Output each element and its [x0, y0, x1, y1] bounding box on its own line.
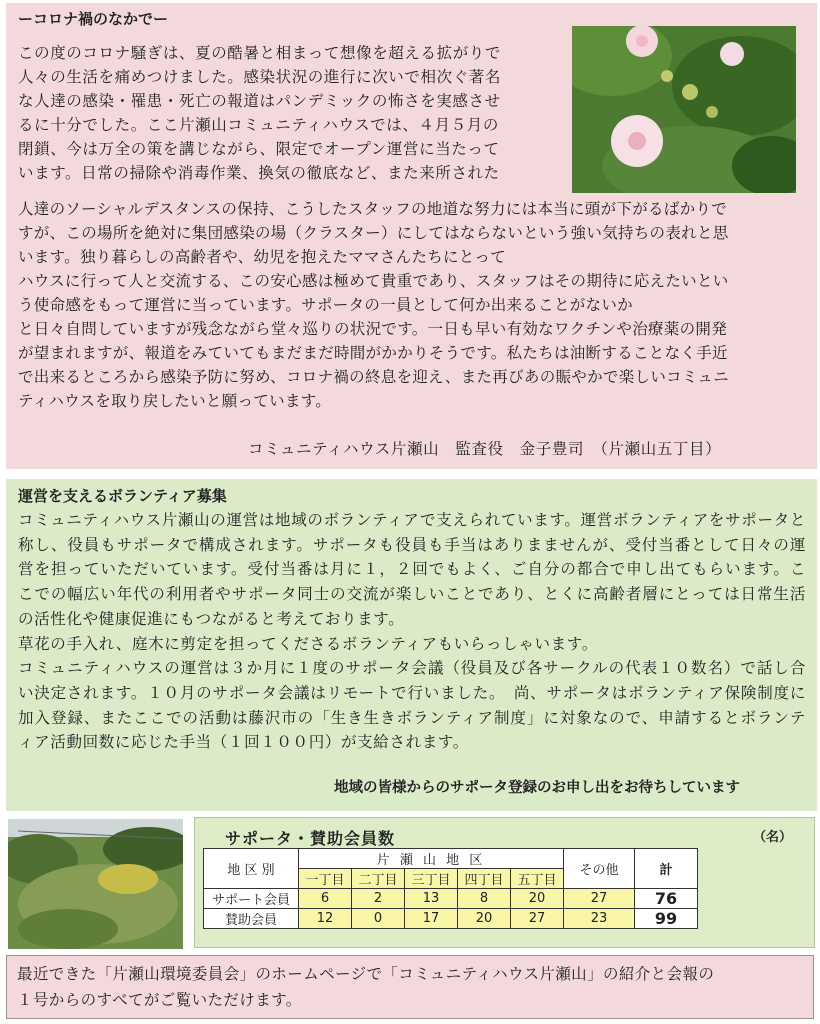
member-count-table [203, 848, 698, 929]
corona-narrow-text [18, 41, 501, 185]
other-header: その他 [564, 849, 635, 889]
volunteer-paragraph: コミュニティハウスの運営は３か月に１度のサポータ会議（役員及び各サークルの代表１０数名）で話し合い決定されます。１０月のサポータ会議はリモートで行いました。 尚、サポータはボランティア保険制度に加入登録、またここでの活動は藤沢市の「生き生きボランティア制度」に対象なので、申請するとボランティア活動回数に応じた手当（１回１００円）が支給されます。 [18, 659, 806, 752]
row-label: サポート会員 [204, 889, 299, 909]
cell: 6 [299, 889, 352, 909]
cell: 12 [299, 909, 352, 929]
text-line: ハウスに行って人と交流する、この安心感は極めて貴重であり、スタッフはその期待に応えたいとい [18, 272, 729, 290]
hibiscus-photo [572, 26, 796, 193]
text-line: います。日常の掃除や消毒作業、換気の徹底など、また来所された [18, 164, 500, 182]
note-line: １号からのすべてがご覧いただけます。 [17, 991, 302, 1009]
cell: 27 [511, 909, 564, 929]
text-line: う使命感をもって運営に当っています。サポータの一員として何か出来ることがないか [18, 296, 633, 314]
text-line: と日々自問していますが残念ながら堂々巡りの状況です。一日も早い有効なワクチンや治療薬の開発 [18, 320, 727, 338]
corona-full-text [18, 197, 729, 413]
area-header: 地 区 別 [204, 849, 299, 889]
text-line: が望まれますが、報道をみていてもまだまだ時間がかかりそうです。私たちは油断することなく手近 [18, 344, 728, 362]
cell: 8 [458, 889, 511, 909]
district-header: 片 瀬 山 地 区 [299, 849, 564, 869]
chome-header: 三丁目 [405, 869, 458, 889]
total-header: 計 [635, 849, 698, 889]
chome-header: 二丁目 [352, 869, 405, 889]
cell: 2 [352, 889, 405, 909]
text-line: 閉鎖、今は万全の策を講じながら、限定でオープン運営に当たって [18, 140, 500, 158]
signature: コミュニティハウス片瀬山 監査役 金子豊司 （片瀬山五丁目） [248, 440, 722, 458]
cell: 17 [405, 909, 458, 929]
table-row [204, 889, 698, 909]
volunteer-paragraph: 草花の手入れ、庭木に剪定を担ってくださるボランティアもいらっしゃいます。 [18, 634, 598, 653]
cell: 23 [564, 909, 635, 929]
note-line: 最近できた「片瀬山環境委員会」のホームページで「コミュニティハウス片瀬山」の紹介と会報の [17, 965, 715, 983]
text-line: 人々の生活を痛めつけました。感染状況の進行に次いで相次ぐ著名 [18, 68, 502, 86]
text-line: すが、この場所を絶対に集団感染の場（クラスター）にしてはならないという強い気持ちの表れと思 [18, 224, 729, 242]
text-line: ティハウスを取り戻したいと願っています。 [18, 392, 332, 410]
text-line: るに十分でした。ここ片瀬山コミュニティハウスでは、４月５月の [18, 116, 499, 134]
chome-header: 一丁目 [299, 869, 352, 889]
cell: 0 [352, 909, 405, 929]
corona-section-title: ーコロナ禍のなかでー [18, 10, 169, 28]
total-cell: 76 [635, 889, 698, 909]
text-line: この度のコロナ騒ぎは、夏の酷暑と相まって想像を超える拡がりで [18, 44, 502, 62]
member-count-panel [194, 817, 815, 948]
row-label: 賛助会員 [204, 909, 299, 929]
text-line: います。独り暮らしの高齢者や、幼児を抱えたママさんたちにとって [18, 248, 506, 266]
table-unit: （名） [752, 830, 792, 845]
grass-photo [8, 819, 183, 949]
volunteer-body [18, 508, 806, 755]
text-line: で出来るところから感染予防に努め、コロナ禍の終息を迎え、また再びあの賑やかで楽しいコミュニ [18, 368, 730, 386]
table-row [204, 909, 698, 929]
volunteer-closing: 地域の皆様からのサポータ登録のお申し出をお待ちしています [334, 780, 740, 796]
table-title: サポータ・賛助会員数 [225, 829, 396, 848]
text-line: 人達のソーシャルデスタンスの保持、こうしたスタッフの地道な努力には本当に頭が下がるばかりで [18, 200, 727, 218]
chome-header: 四丁目 [458, 869, 511, 889]
cell: 27 [564, 889, 635, 909]
cell: 13 [405, 889, 458, 909]
chome-header: 五丁目 [511, 869, 564, 889]
volunteer-paragraph: コミュニティハウス片瀬山の運営は地域のボランティアで支えられています。運営ボランティアをサポータと称し、役員もサポータで構成されます。サポータも役員も手当はありまませんが、受付当番として日々の運営を担っていただいています。受付当番は月に１，２回でもよく、ご自分の都合で申し出てもらいます。ここでの幅広い年代の利用者やサポータ同士の交流が楽しいことであり、とくに高齢者層にとっては日常生活の活性化や健康促進にもつながると考えております。 [18, 511, 806, 628]
cell: 20 [511, 889, 564, 909]
cell: 20 [458, 909, 511, 929]
text-line: な人達の感染・罹患・死亡の報道はパンデミックの怖さを実感させ [18, 92, 501, 110]
total-cell: 99 [635, 909, 698, 929]
homepage-note [6, 955, 814, 1019]
volunteer-section-title: 運営を支えるボランティア募集 [18, 487, 227, 505]
